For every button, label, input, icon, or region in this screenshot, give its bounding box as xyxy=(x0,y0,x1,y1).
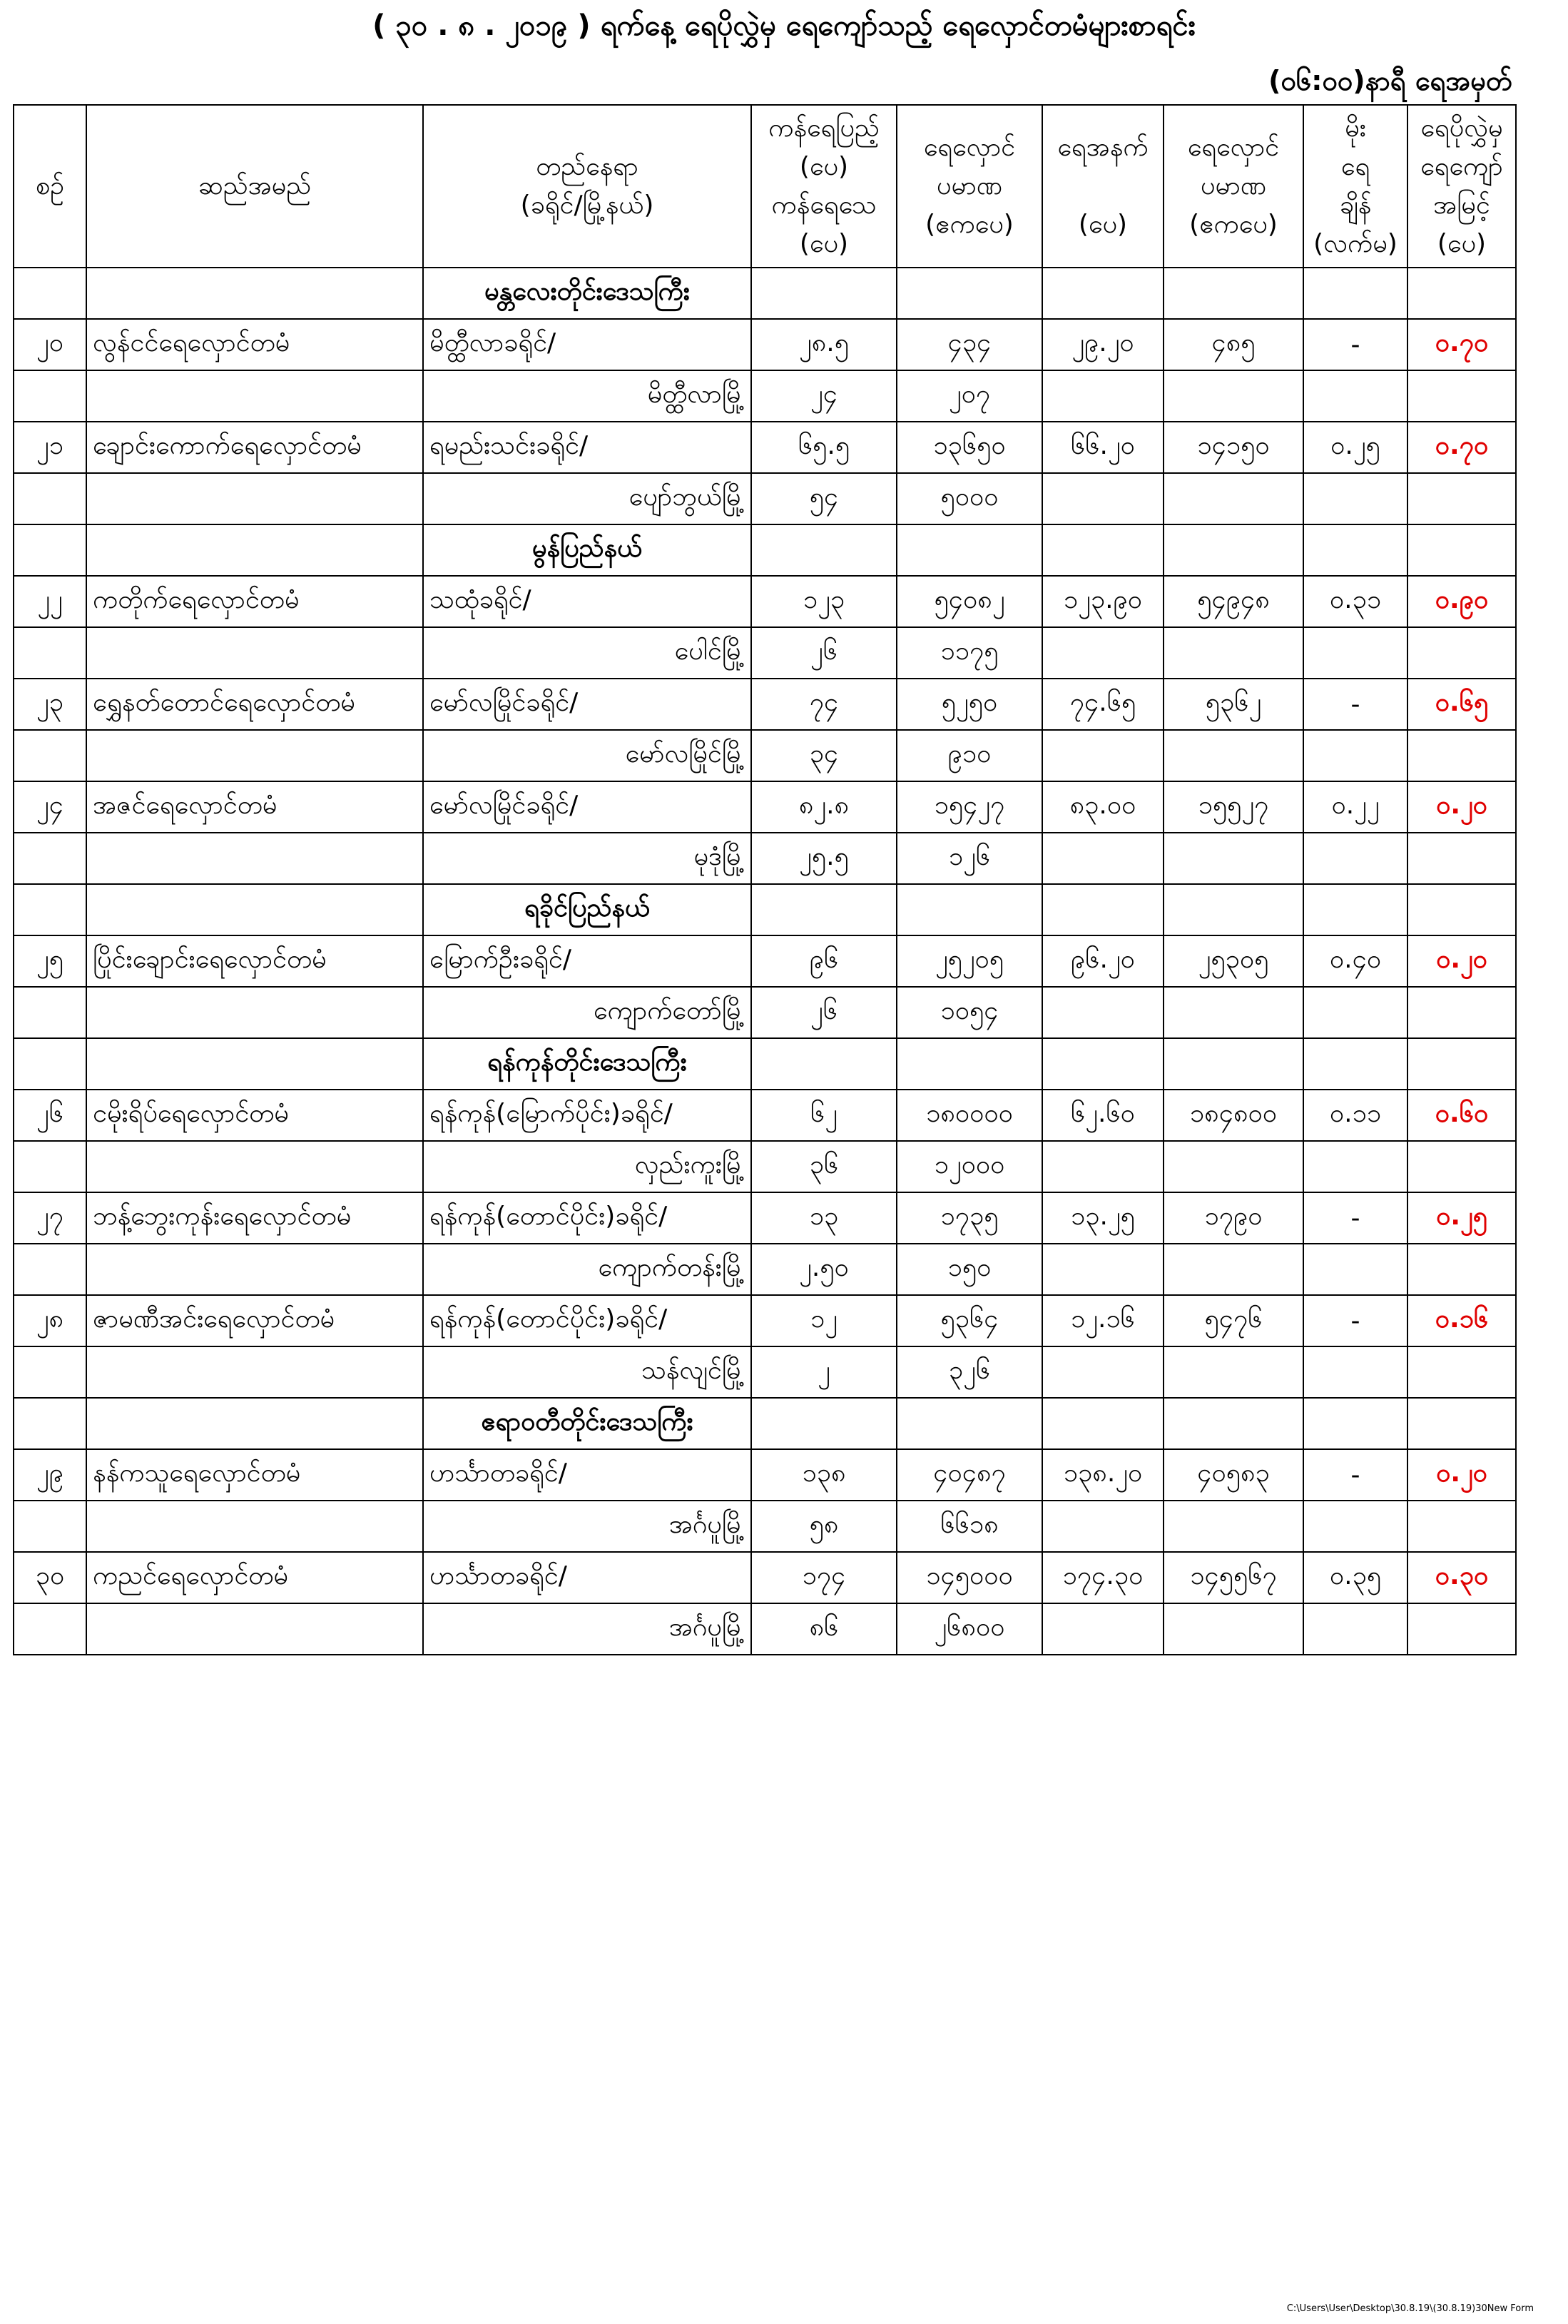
cell-empty xyxy=(14,833,86,884)
dam-name: ငမိုးရိပ်ရေလှောင်တမံ xyxy=(86,1090,423,1141)
header-water-level: ရေအနက် (ပေ) xyxy=(1042,105,1164,268)
dam-row xyxy=(14,1192,1516,1244)
cell-empty xyxy=(14,268,86,319)
cell-empty xyxy=(14,370,86,422)
rainfall-value: - xyxy=(1303,319,1407,370)
cell-empty xyxy=(14,1346,86,1398)
cell-empty xyxy=(14,884,86,935)
cell-empty xyxy=(1407,1501,1516,1552)
dam-row xyxy=(14,1295,1516,1346)
cell-empty xyxy=(1407,370,1516,422)
dam-name: ရွှေနတ်တောင်ရေလှောင်တမံ xyxy=(86,679,423,730)
overflow-value: ၀.၉၀ xyxy=(1407,576,1516,627)
dam-name: ဘန့်ဘွေးကုန်းရေလှောင်တမံ xyxy=(86,1192,423,1244)
dam-row xyxy=(14,576,1516,627)
cell-empty xyxy=(86,1038,423,1090)
full-level-value: ၆၅.၅ xyxy=(751,422,897,473)
cell-empty xyxy=(1164,1398,1303,1449)
region-label: မန္တလေးတိုင်းဒေသကြီး xyxy=(423,268,751,319)
storage-value: ၄၃၄ xyxy=(897,319,1042,370)
dead-level-value: ၃၆ xyxy=(751,1141,897,1192)
cell-empty xyxy=(1303,730,1407,781)
header-current-storage: ရေလှောင် ပမာဏ (ဧကပေ) xyxy=(1164,105,1303,268)
row-number: ၃၀ xyxy=(14,1552,86,1603)
dam-district: ဟင်္သာတခရိုင်/ xyxy=(423,1449,751,1501)
region-row xyxy=(14,268,1516,319)
row-number: ၂၅ xyxy=(14,935,86,987)
cell-empty xyxy=(1407,268,1516,319)
row-number: ၂၈ xyxy=(14,1295,86,1346)
cell-empty xyxy=(1407,627,1516,679)
table-body xyxy=(14,268,1516,1655)
dead-storage-value: ၁၀၅၄ xyxy=(897,987,1042,1038)
cell-empty xyxy=(1164,1244,1303,1295)
dam-district: ဟင်္သာတခရိုင်/ xyxy=(423,1552,751,1603)
cell-empty xyxy=(14,1244,86,1295)
cell-empty xyxy=(1303,268,1407,319)
cell-empty xyxy=(751,268,897,319)
dam-district: မော်လမြိုင်ခရိုင်/ xyxy=(423,781,751,833)
rainfall-value: ၀.၄၀ xyxy=(1303,935,1407,987)
cell-empty xyxy=(1407,524,1516,576)
dead-level-value: ၅၈ xyxy=(751,1501,897,1552)
header-rainfall: မိုး ရေ ချိန် (လက်မ) xyxy=(1303,105,1407,268)
water-level-value: ၁၃.၂၅ xyxy=(1042,1192,1164,1244)
dam-name: အဇင်ရေလှောင်တမံ xyxy=(86,781,423,833)
cell-empty xyxy=(1303,1038,1407,1090)
dam-district: မြောက်ဦးခရိုင်/ xyxy=(423,935,751,987)
cell-empty xyxy=(1042,1038,1164,1090)
rainfall-value: ၀.၃၁ xyxy=(1303,576,1407,627)
overflow-value: ၀.၁၆ xyxy=(1407,1295,1516,1346)
cell-empty xyxy=(86,524,423,576)
storage-value: ၂၅၂၀၅ xyxy=(897,935,1042,987)
cell-empty xyxy=(86,1603,423,1655)
cell-empty xyxy=(1303,473,1407,524)
dead-storage-value: ၂၀၇ xyxy=(897,370,1042,422)
water-level-value: ၁၇၄.၃၀ xyxy=(1042,1552,1164,1603)
dead-level-value: ၂၄ xyxy=(751,370,897,422)
cell-empty xyxy=(1407,1603,1516,1655)
cell-empty xyxy=(1407,1346,1516,1398)
dead-storage-value: ၃၂၆ xyxy=(897,1346,1042,1398)
header-name: ဆည်အမည် xyxy=(86,105,423,268)
cell-empty xyxy=(1164,1501,1303,1552)
row-number: ၂၉ xyxy=(14,1449,86,1501)
cell-empty xyxy=(1042,1346,1164,1398)
cell-empty xyxy=(86,268,423,319)
row-number: ၂၂ xyxy=(14,576,86,627)
water-level-value: ၁၂၃.၉၀ xyxy=(1042,576,1164,627)
water-level-value: ၁၃၈.၂၀ xyxy=(1042,1449,1164,1501)
rainfall-value: - xyxy=(1303,1449,1407,1501)
current-storage-value: ၅၄၉၄၈ xyxy=(1164,576,1303,627)
township-row xyxy=(14,1603,1516,1655)
dam-district: ရန်ကုန်(မြောက်ပိုင်း)ခရိုင်/ xyxy=(423,1090,751,1141)
storage-value: ၁၅၄၂၇ xyxy=(897,781,1042,833)
region-label: ဧရာဝတီတိုင်းဒေသကြီး xyxy=(423,1398,751,1449)
rainfall-value: - xyxy=(1303,1295,1407,1346)
cell-empty xyxy=(86,473,423,524)
full-level-value: ၁၇၄ xyxy=(751,1552,897,1603)
cell-empty xyxy=(86,1501,423,1552)
overflow-value: ၀.၂၅ xyxy=(1407,1192,1516,1244)
dam-row xyxy=(14,319,1516,370)
overflow-value: ၀.၂၀ xyxy=(1407,781,1516,833)
dam-row xyxy=(14,935,1516,987)
dam-row xyxy=(14,679,1516,730)
cell-empty xyxy=(1042,1244,1164,1295)
water-level-value: ၆၆.၂၀ xyxy=(1042,422,1164,473)
full-level-value: ၇၄ xyxy=(751,679,897,730)
full-level-value: ၉၆ xyxy=(751,935,897,987)
township-row xyxy=(14,370,1516,422)
overflow-value: ၀.၇၀ xyxy=(1407,319,1516,370)
rainfall-value: - xyxy=(1303,1192,1407,1244)
cell-empty xyxy=(751,524,897,576)
dead-level-value: ၂.၅၀ xyxy=(751,1244,897,1295)
full-level-value: ၁၃၈ xyxy=(751,1449,897,1501)
row-number: ၂၇ xyxy=(14,1192,86,1244)
dam-district: ရန်ကုန်(တောင်ပိုင်း)ခရိုင်/ xyxy=(423,1295,751,1346)
dead-level-value: ၂ xyxy=(751,1346,897,1398)
cell-empty xyxy=(1042,268,1164,319)
dead-level-value: ၂၅.၅ xyxy=(751,833,897,884)
cell-empty xyxy=(1303,1346,1407,1398)
storage-value: ၅၃၆၄ xyxy=(897,1295,1042,1346)
dam-row xyxy=(14,422,1516,473)
cell-empty xyxy=(1407,473,1516,524)
cell-empty xyxy=(1303,1501,1407,1552)
dam-township: သန်လျင်မြို့ xyxy=(423,1346,751,1398)
cell-empty xyxy=(1407,1141,1516,1192)
cell-empty xyxy=(86,1346,423,1398)
township-row xyxy=(14,1141,1516,1192)
cell-empty xyxy=(1042,524,1164,576)
dead-level-value: ၅၄ xyxy=(751,473,897,524)
dam-township: မော်လမြိုင်မြို့ xyxy=(423,730,751,781)
dead-level-value: ၂၆ xyxy=(751,987,897,1038)
cell-empty xyxy=(1407,833,1516,884)
cell-empty xyxy=(14,1141,86,1192)
row-number: ၂၀ xyxy=(14,319,86,370)
dam-row xyxy=(14,781,1516,833)
storage-value: ၁၃၆၅၀ xyxy=(897,422,1042,473)
header-no: စဉ် xyxy=(14,105,86,268)
table-header-row xyxy=(14,105,1516,268)
township-row xyxy=(14,730,1516,781)
cell-empty xyxy=(1164,473,1303,524)
dead-level-value: ၂၆ xyxy=(751,627,897,679)
cell-empty xyxy=(1303,987,1407,1038)
dam-township: ပေါင်မြို့ xyxy=(423,627,751,679)
cell-empty xyxy=(1042,1398,1164,1449)
cell-empty xyxy=(1042,833,1164,884)
current-storage-value: ၅၄၇၆ xyxy=(1164,1295,1303,1346)
water-level-value: ၈၃.၀၀ xyxy=(1042,781,1164,833)
full-level-value: ၈၂.၈ xyxy=(751,781,897,833)
cell-empty xyxy=(86,1141,423,1192)
cell-empty xyxy=(897,1398,1042,1449)
row-number: ၂၁ xyxy=(14,422,86,473)
dead-storage-value: ၅၀၀၀ xyxy=(897,473,1042,524)
cell-empty xyxy=(14,987,86,1038)
cell-empty xyxy=(1407,884,1516,935)
dam-row xyxy=(14,1449,1516,1501)
cell-empty xyxy=(1303,833,1407,884)
dam-district: သထုံခရိုင်/ xyxy=(423,576,751,627)
current-storage-value: ၁၇၉၀ xyxy=(1164,1192,1303,1244)
cell-empty xyxy=(1164,1603,1303,1655)
cell-empty xyxy=(1042,987,1164,1038)
region-label: ရန်ကုန်တိုင်းဒေသကြီး xyxy=(423,1038,751,1090)
dead-storage-value: ၁၁၇၅ xyxy=(897,627,1042,679)
row-number: ၂၃ xyxy=(14,679,86,730)
dead-level-value: ၈၆ xyxy=(751,1603,897,1655)
cell-empty xyxy=(751,884,897,935)
region-row xyxy=(14,524,1516,576)
dam-township: အင်္ဂပူမြို့ xyxy=(423,1501,751,1552)
overflow-value: ၀.၃၀ xyxy=(1407,1552,1516,1603)
page-title: ( ၃၀ . ၈ . ၂၀၁၉ ) ရက်နေ့ ရေပိုလွှဲမှ ရေကျော်သည့် ရေလှောင်တမံများစာရင်း xyxy=(372,9,1196,42)
full-level-value: ၁၂ xyxy=(751,1295,897,1346)
cell-empty xyxy=(86,627,423,679)
cell-empty xyxy=(1164,370,1303,422)
full-level-value: ၁၂၃ xyxy=(751,576,897,627)
township-row xyxy=(14,1501,1516,1552)
cell-empty xyxy=(1303,627,1407,679)
row-number: ၂၄ xyxy=(14,781,86,833)
cell-empty xyxy=(1407,1038,1516,1090)
overflow-value: ၀.၆၀ xyxy=(1407,1090,1516,1141)
cell-empty xyxy=(897,884,1042,935)
dead-storage-value: ၁၂၀၀၀ xyxy=(897,1141,1042,1192)
rainfall-value: ၀.၂၅ xyxy=(1303,422,1407,473)
township-row xyxy=(14,1346,1516,1398)
township-row xyxy=(14,987,1516,1038)
cell-empty xyxy=(1042,473,1164,524)
cell-empty xyxy=(1164,833,1303,884)
water-level-value: ၆၂.၆၀ xyxy=(1042,1090,1164,1141)
header-overflow: ရေပိုလွှဲမှ ရေကျော် အမြင့် (ပေ) xyxy=(1407,105,1516,268)
township-row xyxy=(14,833,1516,884)
cell-empty xyxy=(1042,627,1164,679)
water-level-value: ၂၉.၂၀ xyxy=(1042,319,1164,370)
dam-name: ဇာမဏီအင်းရေလှောင်တမံ xyxy=(86,1295,423,1346)
rainfall-value: ၀.၂၂ xyxy=(1303,781,1407,833)
dam-district: မော်လမြိုင်ခရိုင်/ xyxy=(423,679,751,730)
region-row xyxy=(14,884,1516,935)
cell-empty xyxy=(1164,627,1303,679)
cell-empty xyxy=(86,370,423,422)
cell-empty xyxy=(897,524,1042,576)
water-level-value: ၉၆.၂၀ xyxy=(1042,935,1164,987)
cell-empty xyxy=(86,1244,423,1295)
cell-empty xyxy=(1407,987,1516,1038)
rainfall-value: ၀.၁၁ xyxy=(1303,1090,1407,1141)
region-row xyxy=(14,1038,1516,1090)
current-storage-value: ၂၅၃၀၅ xyxy=(1164,935,1303,987)
cell-empty xyxy=(14,1603,86,1655)
dam-district: ရန်ကုန်(တောင်ပိုင်း)ခရိုင်/ xyxy=(423,1192,751,1244)
dam-name: ကတိုက်ရေလှောင်တမံ xyxy=(86,576,423,627)
cell-empty xyxy=(1303,1398,1407,1449)
cell-empty xyxy=(1303,524,1407,576)
dam-township: မုဒုံမြို့ xyxy=(423,833,751,884)
dam-name: ချောင်းကောက်ရေလှောင်တမံ xyxy=(86,422,423,473)
current-storage-value: ၄၀၅၈၃ xyxy=(1164,1449,1303,1501)
dam-township: အင်္ဂပူမြို့ xyxy=(423,1603,751,1655)
township-row xyxy=(14,1244,1516,1295)
dam-name: ကညင်ရေလှောင်တမံ xyxy=(86,1552,423,1603)
current-storage-value: ၄၈၅ xyxy=(1164,319,1303,370)
cell-empty xyxy=(897,1038,1042,1090)
dam-name: လွန်ငင်ရေလှောင်တမံ xyxy=(86,319,423,370)
cell-empty xyxy=(86,730,423,781)
cell-empty xyxy=(14,627,86,679)
dam-row xyxy=(14,1552,1516,1603)
dam-row xyxy=(14,1090,1516,1141)
file-path-footer: C:\Users\User\Desktop\30.8.19\(30.8.19)30New Form xyxy=(1286,2303,1534,2314)
cell-empty xyxy=(86,1398,423,1449)
dam-township: ပျော်ဘွယ်မြို့ xyxy=(423,473,751,524)
cell-empty xyxy=(1164,1141,1303,1192)
header-storage: ရေလှောင် ပမာဏ (ဧကပေ) xyxy=(897,105,1042,268)
cell-empty xyxy=(1303,1141,1407,1192)
storage-value: ၁၈၀၀၀၀ xyxy=(897,1090,1042,1141)
dead-storage-value: ၉၁၀ xyxy=(897,730,1042,781)
cell-empty xyxy=(897,268,1042,319)
cell-empty xyxy=(1407,1244,1516,1295)
cell-empty xyxy=(1164,730,1303,781)
current-storage-value: ၁၄၅၅၆၇ xyxy=(1164,1552,1303,1603)
row-number: ၂၆ xyxy=(14,1090,86,1141)
table-header xyxy=(14,105,1516,268)
region-label: မွန်ပြည်နယ် xyxy=(423,524,751,576)
region-label: ရခိုင်ပြည်နယ် xyxy=(423,884,751,935)
water-level-value: ၁၂.၁၆ xyxy=(1042,1295,1164,1346)
full-level-value: ၆၂ xyxy=(751,1090,897,1141)
township-row xyxy=(14,627,1516,679)
cell-empty xyxy=(1164,884,1303,935)
cell-empty xyxy=(1042,1603,1164,1655)
dam-township: မိတ္ထီလာမြို့ xyxy=(423,370,751,422)
cell-empty xyxy=(1164,1346,1303,1398)
dead-storage-value: ၁၂၆ xyxy=(897,833,1042,884)
cell-empty xyxy=(14,473,86,524)
full-level-value: ၂၈.၅ xyxy=(751,319,897,370)
current-storage-value: ၁၄၁၅၀ xyxy=(1164,422,1303,473)
current-storage-value: ၅၃၆၂ xyxy=(1164,679,1303,730)
cell-empty xyxy=(1042,730,1164,781)
cell-empty xyxy=(1407,730,1516,781)
cell-empty xyxy=(1164,1038,1303,1090)
dead-storage-value: ၂၆၈၀၀ xyxy=(897,1603,1042,1655)
header-location: တည်နေရာ (ခရိုင်/မြို့နယ်) xyxy=(423,105,751,268)
cell-empty xyxy=(14,730,86,781)
region-row xyxy=(14,1398,1516,1449)
cell-empty xyxy=(1042,884,1164,935)
storage-value: ၄၀၄၈၇ xyxy=(897,1449,1042,1501)
cell-empty xyxy=(14,1398,86,1449)
cell-empty xyxy=(1303,884,1407,935)
cell-empty xyxy=(751,1038,897,1090)
cell-empty xyxy=(14,1038,86,1090)
storage-value: ၁၇၃၅ xyxy=(897,1192,1042,1244)
current-storage-value: ၁၈၄၈၀၀ xyxy=(1164,1090,1303,1141)
cell-empty xyxy=(1164,987,1303,1038)
rainfall-value: ၀.၃၅ xyxy=(1303,1552,1407,1603)
cell-empty xyxy=(86,884,423,935)
full-level-value: ၁၃ xyxy=(751,1192,897,1244)
overflow-value: ၀.၂၀ xyxy=(1407,935,1516,987)
dead-level-value: ၃၄ xyxy=(751,730,897,781)
cell-empty xyxy=(1042,370,1164,422)
cell-empty xyxy=(1303,1244,1407,1295)
page-subtitle: (၀၆:၀၀)နာရီ ရေအမှတ် xyxy=(1268,65,1512,96)
storage-value: ၅၂၅၀ xyxy=(897,679,1042,730)
cell-empty xyxy=(1164,524,1303,576)
cell-empty xyxy=(1164,268,1303,319)
overflow-value: ၀.၇၀ xyxy=(1407,422,1516,473)
dam-overflow-table xyxy=(13,104,1517,1655)
dead-storage-value: ၆၆၁၈ xyxy=(897,1501,1042,1552)
dam-township: ကျောက်တန်းမြို့ xyxy=(423,1244,751,1295)
dam-township: လှည်းကူးမြို့ xyxy=(423,1141,751,1192)
cell-empty xyxy=(1042,1501,1164,1552)
storage-value: ၁၄၅၀၀၀ xyxy=(897,1552,1042,1603)
cell-empty xyxy=(86,833,423,884)
overflow-value: ၀.၂၀ xyxy=(1407,1449,1516,1501)
storage-value: ၅၄၀၈၂ xyxy=(897,576,1042,627)
cell-empty xyxy=(1407,1398,1516,1449)
cell-empty xyxy=(1042,1141,1164,1192)
water-level-value: ၇၄.၆၅ xyxy=(1042,679,1164,730)
township-row xyxy=(14,473,1516,524)
cell-empty xyxy=(1303,370,1407,422)
dam-name: ပြိုင်းချောင်းရေလှောင်တမံ xyxy=(86,935,423,987)
cell-empty xyxy=(86,987,423,1038)
dam-name: နန်ကသူရေလှောင်တမံ xyxy=(86,1449,423,1501)
overflow-value: ၀.၆၅ xyxy=(1407,679,1516,730)
header-full-level: ကန်ရေပြည့် (ပေ) ကန်ရေသေ (ပေ) xyxy=(751,105,897,268)
cell-empty xyxy=(751,1398,897,1449)
cell-empty xyxy=(14,524,86,576)
dam-township: ကျောက်တော်မြို့ xyxy=(423,987,751,1038)
cell-empty xyxy=(1303,1603,1407,1655)
dead-storage-value: ၁၅၀ xyxy=(897,1244,1042,1295)
current-storage-value: ၁၅၅၂၇ xyxy=(1164,781,1303,833)
dam-district: မိတ္ထီလာခရိုင်/ xyxy=(423,319,751,370)
rainfall-value: - xyxy=(1303,679,1407,730)
dam-district: ရမည်းသင်းခရိုင်/ xyxy=(423,422,751,473)
cell-empty xyxy=(14,1501,86,1552)
